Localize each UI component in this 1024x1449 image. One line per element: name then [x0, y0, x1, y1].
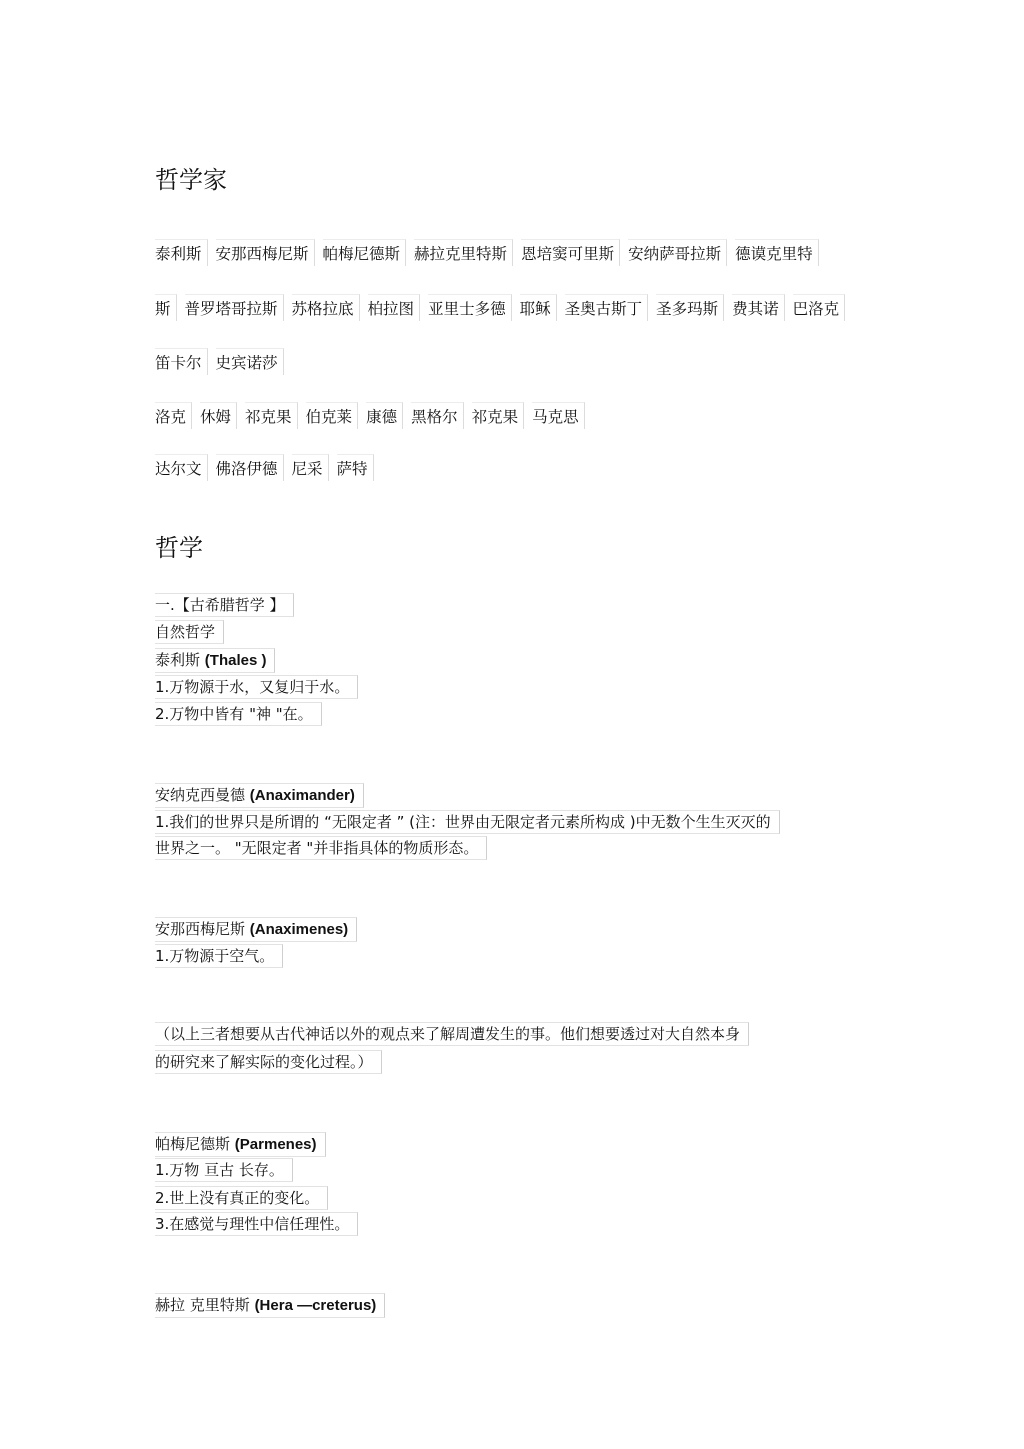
- point-text: 1.万物源于空气。: [155, 944, 283, 968]
- philosopher-title: [155, 917, 357, 942]
- philosopher-name: 费其诺: [732, 294, 785, 321]
- parmenides-point-1: [155, 1158, 293, 1180]
- point-text: 1.万物 亘古 长存。: [155, 1158, 293, 1182]
- anaximander-point-line-2: [155, 836, 487, 858]
- philosopher-name: 圣奥古斯丁: [565, 294, 649, 321]
- philosopher-title-latin: (Hera —creterus): [254, 1297, 377, 1314]
- thales-title: [155, 648, 275, 670]
- philosopher-name: 萨特: [337, 454, 374, 481]
- anaximenes-title: [155, 917, 357, 939]
- philosopher-title-name: 安纳克西曼德: [155, 786, 246, 804]
- philosopher-title-latin: (Parmenes): [234, 1136, 317, 1153]
- philosophy-heading: 哲学: [155, 534, 203, 562]
- anaximenes-point-1: [155, 944, 283, 966]
- subsection-text: 自然哲学: [155, 620, 224, 644]
- parmenides-title: [155, 1132, 326, 1154]
- philosopher-name: 苏格拉底: [292, 294, 360, 321]
- philosopher-name: 达尔文: [155, 454, 208, 481]
- philosopher-name: 安纳萨哥拉斯: [628, 239, 727, 266]
- point-text: 2.万物中皆有 "神 "在。: [155, 702, 322, 726]
- philosopher-row-5: [155, 454, 374, 480]
- philosopher-name: 安那西梅尼斯: [216, 239, 315, 266]
- philosopher-title: [155, 1132, 326, 1157]
- philosopher-row-1: [155, 239, 819, 265]
- philosopher-title-name: 帕梅尼德斯: [155, 1135, 231, 1153]
- philosopher-title-name: 赫拉 克里特斯: [155, 1296, 250, 1314]
- philosopher-name: 黑格尔: [411, 402, 464, 429]
- philosopher-name: 祁克果: [245, 402, 298, 429]
- parmenides-point-3: [155, 1212, 358, 1234]
- point-text: 世界之一。 "无限定者 "并非指具体的物质形态。: [155, 836, 487, 860]
- philosopher-name: 史宾诺莎: [216, 348, 284, 375]
- point-text: 1.我们的世界只是所谓的 “无限定者 ” (注：世界由无限定者元素所构成 )中无数个生生灭灭的: [155, 810, 780, 834]
- philosopher-name: 马克思: [532, 402, 585, 429]
- philosopher-name: 恩培窦可里斯: [521, 239, 620, 266]
- philosopher-name: 德谟克里特: [735, 239, 819, 266]
- philosopher-name: 祁克果: [472, 402, 525, 429]
- philosopher-name: 泰利斯: [155, 239, 208, 266]
- philosopher-name: 尼采: [292, 454, 329, 481]
- philosopher-name: 休姆: [200, 402, 237, 429]
- point-text: 3.在感觉与理性中信任理性。: [155, 1212, 358, 1236]
- section-title-ancient-greek: [155, 593, 294, 615]
- subsection-natural-philosophy: [155, 620, 224, 642]
- philosopher-row-2: [155, 294, 845, 320]
- anaximander-point-line-1: [155, 810, 780, 832]
- section-title-text: 一.【古希腊哲学 】: [155, 593, 294, 617]
- philosopher-name: 赫拉克里特斯: [414, 239, 513, 266]
- philosopher-name: 帕梅尼德斯: [323, 239, 407, 266]
- philosopher-name: 伯克莱: [306, 402, 359, 429]
- philosophers-heading: 哲学家: [155, 166, 227, 194]
- philosopher-name: 巴洛克: [793, 294, 846, 321]
- thales-point-2: [155, 702, 322, 724]
- philosopher-title-latin: (Thales ): [204, 652, 267, 669]
- philosopher-name: 耶稣: [520, 294, 557, 321]
- heraclitus-title: [155, 1293, 385, 1315]
- philosopher-title: [155, 783, 364, 808]
- philosopher-name: 洛克: [155, 402, 192, 429]
- philosopher-title: [155, 1293, 385, 1318]
- philosopher-name: 圣多玛斯: [656, 294, 724, 321]
- note-line-2: [155, 1050, 382, 1072]
- philosopher-title-latin: (Anaximander): [249, 787, 355, 804]
- philosopher-row-4: [155, 402, 585, 428]
- philosopher-name: 斯: [155, 294, 177, 321]
- philosopher-row-3: [155, 348, 284, 374]
- note-text: （以上三者想要从古代神话以外的观点来了解周遭发生的事。他们想要透过对大自然本身: [155, 1022, 749, 1046]
- philosopher-name: 普罗塔哥拉斯: [185, 294, 284, 321]
- point-text: 2.世上没有真正的变化。: [155, 1186, 328, 1210]
- philosopher-title-name: 泰利斯: [155, 651, 201, 669]
- note-text: 的研究来了解实际的变化过程。）: [155, 1050, 382, 1074]
- thales-point-1: [155, 675, 358, 697]
- anaximander-title: [155, 783, 364, 805]
- philosopher-title-name: 安那西梅尼斯: [155, 920, 246, 938]
- philosopher-name: 亚里士多德: [428, 294, 512, 321]
- philosopher-name: 康德: [366, 402, 403, 429]
- note-line-1: [155, 1022, 749, 1044]
- philosopher-name: 笛卡尔: [155, 348, 208, 375]
- philosopher-name: 佛洛伊德: [216, 454, 284, 481]
- point-text: 1.万物源于水，又复归于水。: [155, 675, 358, 699]
- philosopher-name: 柏拉图: [368, 294, 421, 321]
- philosopher-title-latin: (Anaximenes): [249, 921, 349, 938]
- parmenides-point-2: [155, 1186, 328, 1208]
- philosopher-title: [155, 648, 275, 673]
